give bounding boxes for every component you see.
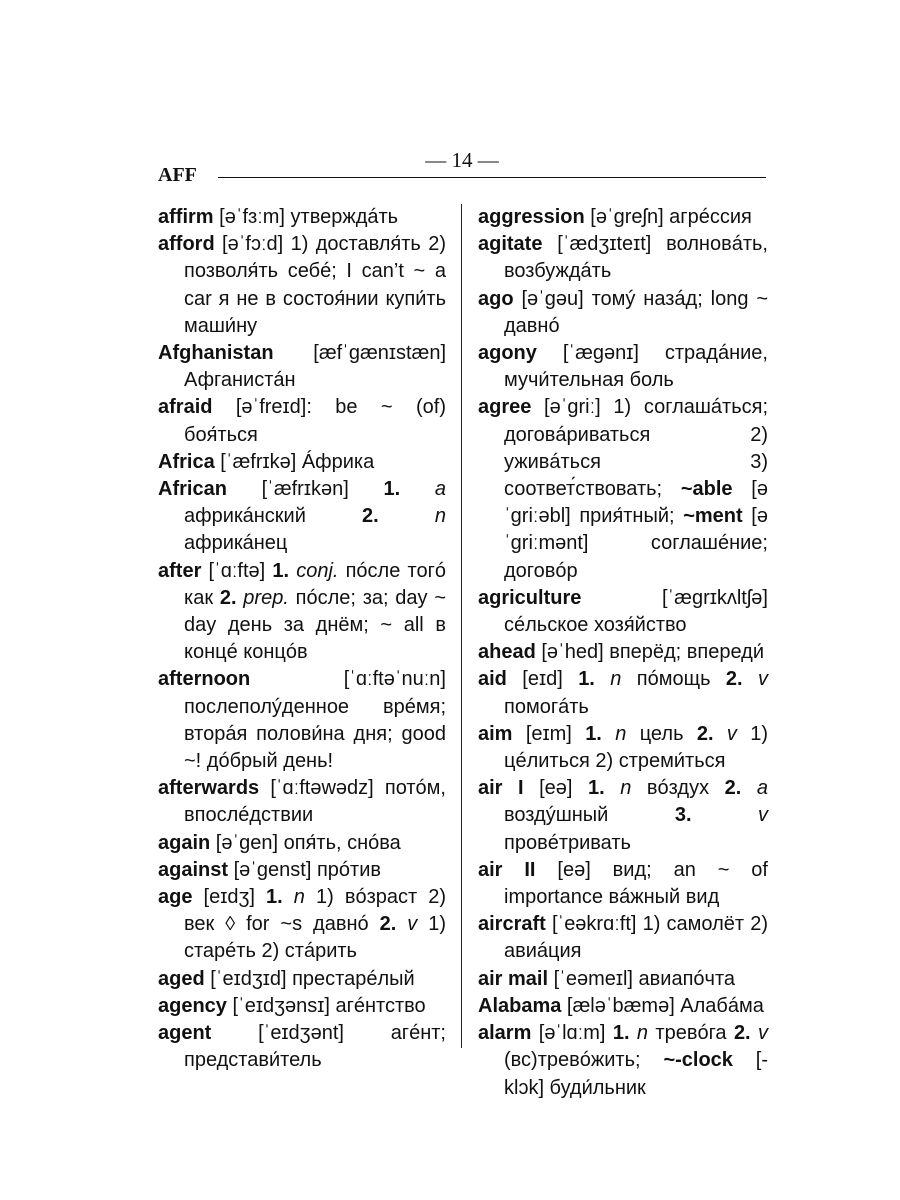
entry-bold: 2. xyxy=(362,505,379,528)
headword: afraid xyxy=(158,396,213,419)
headword: afford xyxy=(158,233,215,256)
dictionary-entry xyxy=(158,231,446,340)
dictionary-entry xyxy=(158,884,446,966)
entry-text: [əˈgenst] прóтив xyxy=(228,858,381,881)
entry-text: [əˈhed] вперёд; впереди́ xyxy=(535,641,765,664)
dictionary-entry xyxy=(478,286,768,340)
dictionary-entry xyxy=(478,666,768,720)
entry-bold: 1. xyxy=(272,559,290,582)
dictionary-entry xyxy=(158,775,446,829)
dictionary-entry xyxy=(478,721,768,775)
entry-bold: 1. xyxy=(383,478,401,501)
page-header xyxy=(158,148,766,188)
entry-bold: 1. xyxy=(612,1022,630,1045)
page-number: — 14 — xyxy=(425,148,499,172)
entry-text: (вс)тревóжить; xyxy=(504,1049,664,1072)
entry-text: [ˈæfrɪkə] Áфрика xyxy=(214,450,375,473)
dictionary-entry xyxy=(158,340,446,394)
entry-text: тревóга xyxy=(648,1022,734,1045)
entry-bold: 2. xyxy=(725,668,743,691)
entry-bold: ~-clock xyxy=(663,1049,733,1072)
dictionary-entry xyxy=(158,394,446,448)
part-of-speech: n xyxy=(620,777,632,800)
headword: agree xyxy=(478,396,532,419)
entry-text: [əˈgen] опя́ть, снóва xyxy=(210,831,401,854)
entry-text xyxy=(602,723,615,745)
entry-bold: 2. xyxy=(733,1022,751,1045)
entry-text: [eə] xyxy=(523,777,589,800)
entry-text xyxy=(741,777,757,799)
entry-text: [ˈægənɪ] страдáние, мучи́тельная боль xyxy=(504,342,768,392)
part-of-speech: v xyxy=(726,722,737,745)
entry-text: африкáнский xyxy=(184,505,363,528)
entry-text: [ˈædʒɪteɪt] волновáть, возбуждáть xyxy=(504,233,768,283)
entry-text: [ˈɑːftəwədz] потóм, впослéдствии xyxy=(184,777,446,827)
dictionary-entry xyxy=(478,775,768,857)
part-of-speech: n xyxy=(434,505,446,528)
part-of-speech: v xyxy=(758,1022,769,1045)
headword: aged xyxy=(158,967,205,990)
entry-text xyxy=(743,668,758,690)
column-divider xyxy=(461,204,462,1048)
entry-text: 1) вóзраст 2) век ◊ for ~s давнó xyxy=(184,886,446,936)
headword: age xyxy=(158,886,193,909)
entry-text: цель xyxy=(626,722,697,745)
entry-text: провéтривать xyxy=(504,831,631,854)
headword: African xyxy=(158,478,227,501)
part-of-speech: prep. xyxy=(243,586,289,609)
entry-text: [æfˈgænɪstæn] Афганистáн xyxy=(184,342,446,392)
part-of-speech: v xyxy=(407,913,418,936)
dictionary-entry xyxy=(478,340,768,394)
entry-text: [ˈeəmeɪl] авиапóчта xyxy=(548,967,735,990)
dictionary-entry xyxy=(158,993,446,1020)
entry-text: [ˈægrɪkʌltʃə] сéльское хозя́йство xyxy=(504,586,768,637)
headword: agent xyxy=(158,1022,212,1045)
headword: Afghanistan xyxy=(158,342,274,365)
entry-text: [ˈeɪdʒənt] агéнт; представи́тель xyxy=(184,1022,446,1072)
entry-bold: 1. xyxy=(588,777,605,800)
headword: afterwards xyxy=(158,777,260,800)
entry-text: африкáнец xyxy=(184,532,288,555)
dictionary-entry xyxy=(478,204,768,231)
headword: ahead xyxy=(478,641,536,664)
part-of-speech: n xyxy=(293,886,305,909)
entry-text: [eɪd] xyxy=(506,668,579,691)
entry-text xyxy=(400,478,435,500)
entry-text: [eə] вид; an ~ of importance вáжный вид xyxy=(504,858,768,909)
dictionary-entry xyxy=(478,993,768,1020)
entry-bold: 1. xyxy=(578,668,595,691)
entry-bold: 1. xyxy=(585,722,602,745)
entry-text: пóсле тогó как xyxy=(184,559,446,609)
guide-word: AFF xyxy=(158,164,197,186)
headword: Africa xyxy=(158,450,215,473)
entry-text xyxy=(595,668,610,690)
headword: agency xyxy=(158,994,227,1017)
entry-text: воздýшный xyxy=(504,804,675,827)
entry-text: [æləˈbæmə] Алабáма xyxy=(561,994,764,1017)
dictionary-entry xyxy=(478,911,768,965)
entry-text xyxy=(714,723,727,745)
entry-bold: 2. xyxy=(696,722,714,745)
dictionary-entry xyxy=(158,666,446,775)
headword: agitate xyxy=(478,233,543,256)
entry-text: [-klɔk] буди́льник xyxy=(504,1049,768,1099)
entry-text: 1) старéть 2) стáрить xyxy=(184,913,446,963)
part-of-speech: n xyxy=(636,1022,649,1045)
entry-text xyxy=(605,777,621,799)
headword: after xyxy=(158,559,202,582)
dictionary-entry xyxy=(158,1020,446,1074)
header-rule xyxy=(218,177,766,178)
right-column xyxy=(478,204,768,1102)
entry-text: [ˈeəkrɑːft] 1) самолёт 2) авиáция xyxy=(504,913,768,963)
dictionary-entry xyxy=(158,476,446,558)
dictionary-entry xyxy=(478,1020,768,1102)
headword: Alabama xyxy=(478,994,562,1017)
left-column xyxy=(158,204,446,1075)
dictionary-entry xyxy=(478,966,768,993)
part-of-speech: a xyxy=(434,478,446,501)
part-of-speech: a xyxy=(756,777,768,800)
part-of-speech: conj. xyxy=(296,559,339,582)
entry-text: [əˈfɜːm] утверждáть xyxy=(213,206,399,228)
dictionary-entry xyxy=(158,449,446,476)
headword: ago xyxy=(478,287,514,310)
entry-bold: 2. xyxy=(379,913,397,936)
headword: air II xyxy=(478,858,536,881)
entry-bold: 3. xyxy=(674,804,692,827)
dictionary-entry xyxy=(478,394,768,584)
headword: air I xyxy=(478,777,524,800)
part-of-speech: n xyxy=(615,722,627,745)
entry-text: [eɪm] xyxy=(512,722,586,745)
headword: afternoon xyxy=(158,668,251,691)
dictionary-entry xyxy=(158,204,446,231)
entry-text xyxy=(692,804,758,826)
entry-text xyxy=(751,1022,758,1044)
entry-text: [əˈgriːmənt] соглашéние; договóр xyxy=(504,505,768,582)
dictionary-entry xyxy=(478,231,768,285)
headword: aircraft xyxy=(478,913,546,936)
dictionary-entry xyxy=(158,830,446,857)
entry-bold: 2. xyxy=(219,586,237,609)
entry-bold: 2. xyxy=(724,777,742,800)
headword: agriculture xyxy=(478,586,582,609)
headword: aid xyxy=(478,668,507,691)
entry-bold: ~able xyxy=(680,478,733,501)
entry-text: помогáть xyxy=(504,695,589,718)
entry-text: [ˈɑːftəˈnuːn] послеполýденное врéмя; вторáя полови́на дня; good ~! дóбрый день! xyxy=(184,668,446,773)
part-of-speech: v xyxy=(758,668,768,691)
dictionary-entry xyxy=(478,639,768,666)
entry-text: [əˈfɔːd] 1) доставля́ть 2) позволя́ть себé; I can’t ~ a car я не в состоя́нии купи́ть маши́ну xyxy=(184,233,446,337)
entry-text: [ˈeɪdʒɪd] престарéлый xyxy=(204,967,415,990)
entry-text: [əˈgreʃn] агрéссия xyxy=(584,206,752,228)
entry-bold: 1. xyxy=(266,886,283,909)
entry-text xyxy=(283,886,294,908)
headword: against xyxy=(158,858,229,881)
headword: affirm xyxy=(158,206,214,228)
entry-text xyxy=(379,505,435,527)
entry-text xyxy=(396,913,407,935)
entry-text: [ˈæfrɪkən] xyxy=(226,478,384,501)
headword: aggression xyxy=(478,206,585,228)
entry-text: [eɪdʒ] xyxy=(192,886,266,909)
headword: aim xyxy=(478,722,513,745)
headword: alarm xyxy=(478,1022,532,1045)
part-of-speech: v xyxy=(758,804,768,827)
entry-text: пóсле; за; day ~ day день за днём; ~ all в концé концóв xyxy=(184,586,446,664)
dictionary-entry xyxy=(478,585,768,639)
headword: agony xyxy=(478,342,537,365)
entry-text: 1) цéлиться 2) стреми́ться xyxy=(504,722,769,773)
entry-text: пóмощь xyxy=(621,668,726,691)
dictionary-entry xyxy=(158,857,446,884)
entry-text: вóздух xyxy=(631,777,725,800)
dictionary-entry xyxy=(158,558,446,667)
entry-text: [ˈeɪdʒənsɪ] агéнтство xyxy=(226,994,426,1017)
dictionary-entry xyxy=(478,857,768,911)
entry-text: [əˈgəu] томý назáд; long ~ давнó xyxy=(504,287,768,337)
entry-bold: ~ment xyxy=(683,505,743,528)
headword: again xyxy=(158,831,211,854)
part-of-speech: n xyxy=(610,668,622,691)
dictionary-entry xyxy=(158,966,446,993)
entry-text xyxy=(630,1022,637,1044)
headword: air mail xyxy=(478,967,549,990)
entry-text: [əˈgriː] 1) соглашáться; договáриваться 2) уживáться 3) соответ́ствовать; xyxy=(504,396,768,501)
entry-text: [əˈgriːəbl] прия́тный; xyxy=(504,478,768,528)
entry-text: [ˈɑːftə] xyxy=(201,559,273,582)
entry-text: [əˈlɑːm] xyxy=(531,1022,613,1045)
entry-text: [əˈfreɪd]: be ~ (of) боя́ться xyxy=(184,396,446,446)
